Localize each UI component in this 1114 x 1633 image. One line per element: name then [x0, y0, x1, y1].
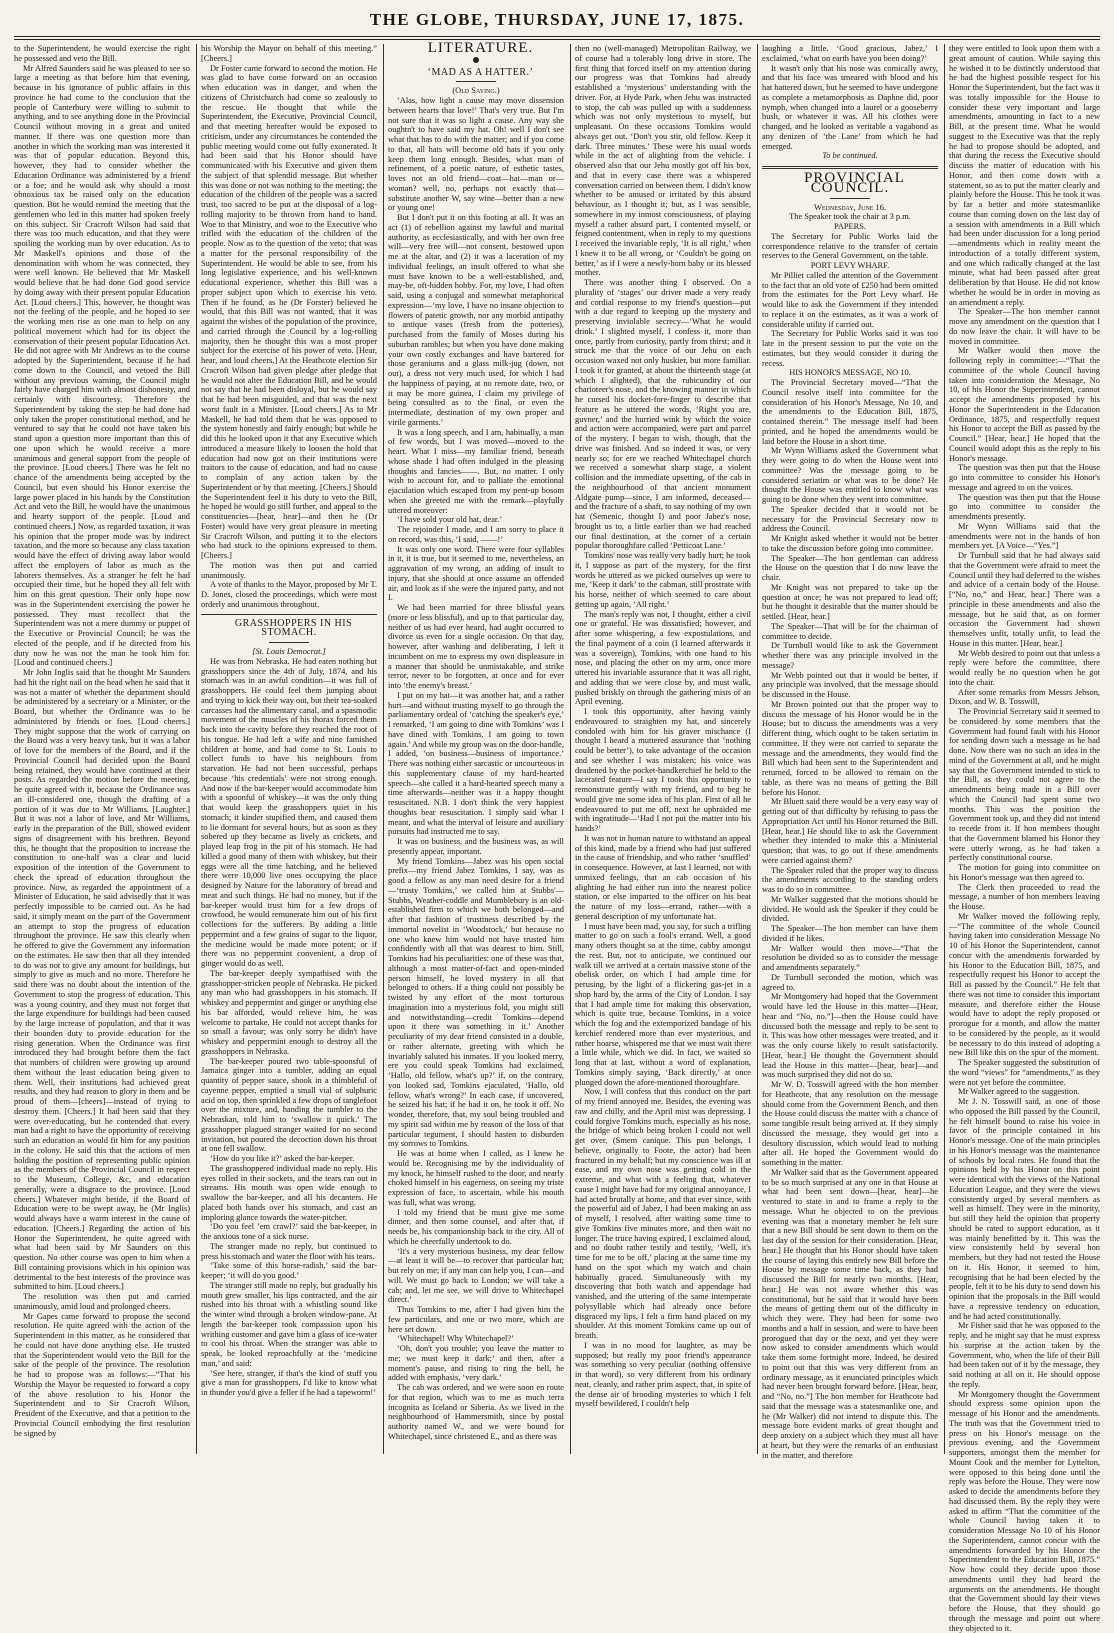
paragraph: Tomkins' nose was really very badly hurt; he took it, I suppose as part of the mystery, for the first words he uttered as we picked ourselves up were to me, ‘Keep it dark’ to the cabman, still prostrate with his horse, neither of which seemed to care about getting up again, ‘All right.’	[575, 551, 751, 610]
paragraph: Mr Webb desired to point out that unless a reply were before the committee, there would really be no question when he got into the chair.	[949, 649, 1100, 688]
paragraph: The motion was then put and carried unanimously.	[201, 561, 377, 581]
paragraph: Mr Walker agreed to the suggestion.	[949, 1087, 1100, 1097]
paragraph: Mr W. D. Tosswill agreed with the hon member for Heathcote, that any resolution on the message should come from the Government Bench, and then the House could discuss the matter with a chance of some tangible result being arrived at. If they simply discussed the message, they would get into a desultory discussion, which would lead to nothing after all. He hoped the Government would do something in the matter.	[762, 1080, 938, 1168]
title-rule	[269, 642, 309, 643]
article-title-grasshoppers: GRASSHOPPERS IN HIS STOMACH.	[201, 619, 377, 639]
paragraph: Mr Wynn Williams asked the Government what they were going to do when the House went into committee? Was the message going to be considered seriatim or what was to be done? He thought the House was entitled to know what was going to be done when they went into committee.	[762, 446, 938, 505]
paragraph: Mr John Inglis said that he thought Mr Saunders had hit the right nail on the head when he said that it was not a matter of whether the department should be administered by a secretary or a Minister, or the Board, but whether the Ordinance was to be administered by friends or foes. [Loud cheers.] They might suppose that the work of carrying on the Board was a very heavy task, but it was a labor of love for the members of the Board, and if the Provincial Council had decided upon the Board being retained, they would have continued at their posts. As regarded the motion before the meeting, he quite agreed with it, because the Ordinance was an ill-considered one, though the drafting of a portion of it was due to Mr Williams. [Laughter.] But it was not a labor of love, and Mr Williams, early in the preparation of the Bill, showed evident signs of disagreement with his brethren. Beyond this, he thought that the proposition to increase the constitution to one-half was a clear and lucid exposition of the intention of the Government to check the spread of education throughout the province. Now, as regarded the appointment of a Minister of Education, he said advisedly that it was perfectly impossible to be carried out. As he had said, it simply meant on the part of the Government an attempt to stop the progress of education throughout the province. He saw this clearly when he offered to give the Government any information on the estimates. He saw then that all they intended to do was not to give any amount for buildings, but simply to give as much and no more. Therefore he said there was no doubt about the intention of the Government to stop the progress of education. This was a young country, and they must not forget that the large expenditure for buildings had been caused by the large increase of population, and that it was their bounden duty to provide education for the rising generation. When the Ordinance was first introduced they had brought before them the fact that numbers of children were growing up around them without the least education being given to them. Well, their institutions had achieved great results, and they had reason to glory in them and be proud of them—[cheers]—instead of trying to destroy them. [Cheers.] It had been said that they were over-educating, but he contended that every man had a right to have the opportunity of receiving such an education as would fit him for any position in the colony. He said this that the actions of men holding the position of representing public opinion as the members of the Provincial Council in respect to the Museum, College, &c, and education generally, were a disgrace to the province. [Loud cheers.] Whatever might betide, if the Board of Education were to be swept away, he (Mr Inglis) would always have a warm interest in the cause of education. [Cheers.] Regarding the action of his Honor the Superintendent, he quite agreed with what had been said by Mr Saunders on this question. No other course was open to him when a Bill containing provisions which in his opinion was detrimental to the best interests of the province was submitted to him. [Loud cheers.]	[14, 668, 190, 1292]
paragraph: Mr Montgomery had hoped that the Government would have led the House in this matter—[Hear, hear and “No, no.”]—then the House could have discussed both the message and reply to be sent to it. This was how other messages were treated, and it was the only course likely to result satisfactorily. [Hear, hear.] He thought the Government should lead the House in this matter—[hear, hear]—and was much surprised they did not do so.	[762, 992, 938, 1080]
paragraph: I put on my hat—it was another hat, and a rather hurt—and without trusting myself to go through the parliamentary ordeal of ‘catching the speaker's eye,’ I remarked, ‘I am going to dine with Tomkins’ was I have dined with Tomkins, I am going to town again.’ And while my group was on the door-handle, I added, ‘on business—business of importance.’ There was nothing either sarcastic or uncourteous in this supplementary clause of my hard-hearted speech—she called it a hard-hearted speech many a time afterwards—neither was it a happy thought resuscitated. N.B. I don't think the very happiest thoughts bear resuscitation. I simply said what I meant, and what the interval of leisure and auxiliary pursuits had instructed me to say.	[388, 691, 564, 837]
column-divider	[570, 44, 571, 1454]
column-1	[14, 44, 190, 1454]
section-rule	[762, 166, 938, 169]
subhead-papers: PAPERS.	[762, 222, 938, 232]
paragraph: Mr Walker moved the following reply,—“The committee of the whole Council having taken into consideration Message No 10 of his Honor the Superintendent, cannot concur with the amendments forwarded by his Honor to the Education Bill, 1875, and respectfully request his Honor to accept the Bill as passed by the Council.” He felt that there was not time to consider this important measure, and therefore either the House would have to adopt the reply proposed or prorogue for a month, and allow the matter to be considered by the people, as it would be necessary to do this instead of adopting a new Bill like this on the spur of the moment.	[949, 912, 1100, 1058]
column-2	[201, 44, 377, 1454]
column-divider	[757, 44, 758, 1454]
paragraph: The bar-keeper poured two table-spoonsful of Jamaica ginger into a tumbler, adding an equal quantity of pepper sauce, shook in a thimbleful of cayenne pepper, emptied a small vial of sulphuric acid on top, then sprinkled a few drops of tanglefoot over the mixture, and, handing the tumbler to the Nebraskan, told him to ‘swallow it quick.’ The grasshopper plagued stranger waited for no second invitation, but poured the decoction down his throat at one fell swallow.	[201, 1057, 377, 1155]
to-be-continued: To be continued.	[762, 151, 938, 161]
paragraph: I was in no mood for laughter, as may be supposed; but really my poor friend's appearance was something so very peculiar (nothing offensive in that word), so very different from his ordinary neat, cleanly, and rather prim aspect, that, in spite of the dense air of brooding mysteries to which I felt myself bewildered, I couldn't help	[575, 1341, 751, 1409]
paragraph: I took this opportunity, after having vainly endeavoured to straighten my hat, and sincerely condoled with him for his graver mischance (I thought I heard a muttered assurance that ‘nothing could be better’), to take advantage of the occasion and see whether I was mistaken; his voice was deadened by the pocket-handkerchief he held to the lacerated feature—I say I took this opportunity to remonstrate gently with my friend, and to beg he would give me some idea of his plan. First of all he endeavoured to put me off, next he upbraided me with ingratitude—‘Had I not put the matter into his hands?’	[575, 707, 751, 834]
article-source: [St. Louis Democrat.]	[201, 647, 377, 657]
paragraph: Mr Webb pointed out that it would be better, if any principle was involved, that the message should be discussed in the House.	[762, 671, 938, 700]
paragraph: ‘Take some of this horse-radish,’ said the bar-keeper; ‘it will do you good.’	[201, 1261, 377, 1281]
section-title-provincial-council: PROVINCIAL COUNCIL.	[762, 174, 938, 194]
paragraph: Now, I will confess that this conduct on the part of my friend annoyed me. Besides, the evening was raw and chilly, and the April mist was depressing. I could forgive Tomkins much, especially as his nose, the bridge of which being broken I could not well get over, (Smem canique. This pun belongs, I believe, originally to Foote, the actor) had been fractured in my behalf; but my conscience was ill at ease, and my own nose was getting cold in the extreme, and what with a feeling that, whatever cause I might have had for my original annoyance, I had acted brutally at home, and that ever since, with the powerful aid of Jabez, I had been making an ass of myself, I resolved, after waiting some time to give Tomkins five minutes more, and then wait no longer. The truce having expired, I exclaimed aloud, and no doubt rather testily and testily, ‘Well, it's time for me to be off,’ placing at the same time my hand on the spot which my watch and chain habitually graced. Simultaneously with my discovering that both watch and appendage had vanished, and the uttering of the same intemperate polysyllable which had already once before disgraced my lips, I felt a firm hand placed on my shoulder. At this moment Tomkins came up out of breath.	[575, 1087, 751, 1341]
paragraph: There was another thing I observed. On a plurality of ‘stages’ our driver made a very ready and cordial response to my friend's question—put with a due regard to keeping up the mystery and preserving inviolable secrecy—‘What he would drink.’ I slighted myself, I confess it, more than once, partly from curiosity, partly from thirst; and it struck me that the voice of our Jehu on each occasion waxed not only huskier, but more familiar. I took it for granted, at about the thirteenth stage (at which I alighted), that the rubicundity of our charioteer's nose, and the knowing manner in which he cursed his docket-fore-finger to describe that feature as he uttered the words, ‘Right you are, guvner,’ and the hurried wink by which the voice and action were accompanied, were part and parcel of the mystery. I began to wish, though, that the drive was finished. And so indeed it was, or very nearly so; for ere we reached Whitechapel church we received a somewhat sharp stage, a violent collision and the immediate upsetting, of the cab in the neighbourhood of that ancient monument Aldgate pump—since, I am informed, deceased—and the fracture of a shaft, to say nothing of my own hat (Semenic, thought I) and poor Jabez's nose, brought us to, a little earlier than we had reached our final destination, at the corner of a certain popular thoroughfare called ‘Petticoat Lane.’	[575, 278, 751, 551]
paragraph: The bar-keeper deeply sympathised with the grasshopper-stricken people of Nebraska. He picked any man who had grasshoppers in his stomach. If whiskey and peppermint and ginger or anything else his bar afforded, would relieve him, he was welcome to partake. He could not accept thanks for so small a favour; was only sorry he didn't have whiskey and peppermint enough to destroy all the grasshoppers in Nebraska.	[201, 969, 377, 1057]
paragraph: The resolution was then put and carried unanimously, amid loud and prolonged cheers.	[14, 1292, 190, 1312]
paragraph: Mr Walker would then move—“That the resolution be divided so as to consider the message and amendments separately.”	[762, 944, 938, 973]
paragraph: The cab was ordered, and we were soon en route for that region, which was to me as much terra incognita as Iceland or Siberia. As we lived in the neighbourhood of Hammersmith, since by postal authority named W., and we were bound for Whitechapel, since christened E., and as there was	[388, 1383, 564, 1442]
paragraph: Dr Turnbull seconded the motion, which was agreed to.	[762, 973, 938, 993]
column-divider	[944, 44, 945, 1454]
paragraph: Mr J. N. Tosswill said, as one of those who opposed the Bill passed by the Council, he felt himself bound to raise his voice in favor of the principle contained in his Honor's message. One of the main principles in his Honor's message was the maintenance of schools by local rates. He found that the opinions held by his Honor on this point were identical with the views of the National Education League, and they were the views consistently urged by several members as well as himself. They were in the minority, but still they held the opinion that property should be rated to support education, as it was mainly benefitted by it. This was the view consistently held by several hon members, but they had not tested the House on it. His Honor, it seemed to him, recognising that he had been elected by the people, felt it to be his duty to send down his opinion that the proposals in the Bill would have a repressive tendency on education, and he had acted constitutionally.	[949, 1097, 1100, 1321]
paragraph: The Speaker—That will be for the chairman of committee to decide.	[762, 622, 938, 642]
paragraph: his Worship the Mayor on behalf of this meeting.” [Cheers.]	[201, 44, 377, 64]
paragraph: It was on business, and the business was, as will presently appear, important.	[388, 837, 564, 857]
column-3	[388, 44, 564, 1454]
paragraph: Mr Montgomery thought the Government should express some opinion upon the message of his Honor and the amendments. The truth was that the Government tried to press on his Honor's message on the previous evening, and the Government supporters, amongst them the member for Mount Cook and the member for Lyttelton, were opposed to this being done until the reply was before the House. They were now asked to decide the amendments before they had discussed them. By the reply they were asked to affirm “That the committee of the whole Council having taken it to consideration Message No 10 of his Honor the Superintendent, cannot concur with the amendments forwarded by his Honor the Superintendent to the Education Bill, 1875.” Now how could they decide upon those amendments until they had heard the arguments on the amendments. He thought that the Government should lay their views before the House, that they should go through the message and point out where they objected to it.	[949, 1390, 1100, 1633]
column-6	[949, 44, 1100, 1454]
paragraph: The Speaker—The hon member can have them divided if he likes.	[762, 924, 938, 944]
paragraph: A vote of thanks to the Mayor, proposed by Mr T. D. Jones, closed the proceedings, which were most orderly and unanimous throughout.	[201, 580, 377, 609]
section-title-literature: LITERATURE.	[388, 44, 564, 54]
paragraph: The Provincial Secretary moved—“That the Council resolve itself into committee for the consideration of his Honor's Message, No 10, and the amendments to the Education Bill, 1875, contained therein.” The message itself had been printed, and he hoped the amendments would be laid before the House in a short time.	[762, 378, 938, 446]
paragraph: Mr Walker would then move the following reply in committee:—“That the committee of the whole Council having taken into consideration the Message, No 10, of his Honor the Superintendent, cannot accept the amendments proposed by his Honor the Superintendent in the Education Ordinance, 1875, and respectfully request his Honor to accept the Bill as passed by the Council.” [Hear, hear.] He hoped that the Council would adopt this as the reply to his Honor's message.	[949, 346, 1100, 463]
paragraph: Dr Foster came forward to second the motion. He was glad to have come forward on an occasion when education was in danger, and when the citizens of Christchurch had come so zealously to the rescue. He thought that while the Superintendent, the Executive, Provincial Council, and that meeting hereafter would be exposed to criticism, under any circumstances he contended the public meeting would come out fully exonerated. It had been said that his Honor should have communicated with his Executive and given them the subject of that splendid message. But whether this was done or not was nothing to the meeting; the education of the children of the people was a sacred trust, too sacred to be put at the disposal of a log-rolling majority to be thrown from hand to hand. Woe to that Ministry, and woe to the Executive who trifled with the education of the children of the people. Now as to the question of the veto; that was a matter for the personal responsibility of the Superintendent. He would be able to see, from his long legislative experience, and his well-known educational experience, whether this Bill was a proper subject upon which to exercise his veto. Then if he found, as he (Dr Forster) believed he would, that this Bill was not wanted, that it was against the wishes of the population of the province, and carried through the Council by a log-rolling majority, then he thought this was a most proper subject for the exercise of his power of veto. [Hear, hear, and loud cheers.] At the Heathcote election Sir Cracroft Wilson had given pledge after pledge that he would not alter the Education Bill, and he would not say that he had been disloyal, but he would say that he had been misguided, and that was the next worst fault in a Minister. [Loud cheers.] As to Mr Maskell, he had told them that he was opposed to the system honestly and fairly enough; but while he did this he looked upon it that any Executive which introduced a measure likely to loosen the hold that education had now got on their institutions were traitors to the cause of education, and had no cause to complain of any action taken by the Superintendent or by that meeting. [Cheers.] Should the Superintendent feel it his duty to veto the Bill, he hoped he would go still further, and appeal to the constituencies—[hear, hear]—and then he (Dr Foster) would have very great pleasure in meeting Sir Cracroft Wilson, and putting it to the electors who had stuck to the opinions expressed to them. [Cheers.]	[201, 64, 377, 561]
paragraph: ‘Whitechapel! Why Whitechapel?’	[388, 1334, 564, 1344]
column-divider	[383, 44, 384, 1454]
column-5	[762, 44, 938, 1454]
paragraph: It was only one word. There were four syllables in it, it is true, but it seemed to me, nevertheless, an aggravation of my wrong, an adding of insult to injury, that she should at once assume an offended air, and look as if she were the injured party, and not I.	[388, 545, 564, 604]
paragraph: The man's reply was not, I thought, either a civil one or grateful. He was dissatisfied; however, and after some whispering, a few expostulations, and the final payment of a coin (I learned afterwards it was a sovereign), Tomkins, with one hand to his nose, and placing the other on my arm, once more uttered his invariable assurance that it was all right, and adding that we were close by, and must walk, pushed briskly on through the gathering mists of an April evening.	[575, 610, 751, 708]
paragraph: I told my friend that he must give me some dinner, and then some counsel, and after that, if needs be, his companionship back to the city. All of which he cheerfully undertook to do.	[388, 1208, 564, 1247]
paragraph: Mr Walker said that as the Government appeared to be so much surprised at any one in that House at what had been sent down—[hear, hear]—he ventured to state in and to frame a reply to the message. What he objected to on the previous evening was that a monetary member he felt sure that a new Bill should be sent down to them on the last day of the session for their consideration. [Hear, hear.] He thought that his Honor should have taken the course of laying this entirely new Bill before the House by message some time back, as they had discussed the Bill for nearly two months. [Hear, hear.] He was not aware whether this was constitutional, but he said that it would have been the means of getting them out of the difficulty in which they were. They had been for some two months and a half in session, and were to have been prorogued that day or the next, and yet they were now asked to consider amendments which would take them some fortnight more. Indeed, he desired to point out that this was very different from an ordinary message, as it enunciated principles which had never been brought forward before. [Hear, hear, and “No, no.”] The hon member for Heathcote had said that the message was a statesmanlike one, and he (Mr Walker) did not intend to dispute this. The message bore evident marks of great thought and deep anxiety on a subject which they must all have at heart, but they were the remarks of an enthusiast in the matter, and therefore	[762, 1168, 938, 1461]
paragraph: The Secretary for Public Works laid the correspondence relative to the transfer of certain reserves to the General Government, on the table.	[762, 232, 938, 261]
paragraph: We had been married for three blissful years (more or less blissful), and up to that particular day, neither of us had ever heard, had aught occurred to divorce us even for a single occasion. On that day, however, after washing and deliberating, I left it incumbent on me to express my own displeasure in a manner that should be unmistakable, and strike terror, never to be forgotten, at once and for ever into ‘the enemy's breast.’	[388, 603, 564, 691]
paragraph: then no (well-managed) Metropolitan Railway, we of course had a tolerably long drive in store. The first thing that forced itself on my attention during our progress was that Tomkins had already established a ‘mysterious’ understanding with the driver. For, at Hyde Park, when Jehu was instructed to stop, the cab was pulled up with a suddenness which was not only mysterious to myself, but unpleasant. On these occasions Tomkins would always get out. ‘Don't you stir, old fellow. Keep it dark. Three minutes.’ These were his usual words while in the act of alighting from the vehicle. I observed also that our Jehu mostly got off his box, and that in every case there was a whispered conversation carried on between them. I didn't know whether to be amused or irritated by this absurd behaviour, as I thought it; but, as I was sensible, somewhere in my inmost consciousness, of playing myself a rather absurd part, I contented myself, or feigned contentment, when in reply to my questions I received the invariable reply, ‘It is all right,’ when I knew it to be all wrong, or ‘Couldn't be going on better,’ as if I were a newly-born baby or its blessed mother.	[575, 44, 751, 278]
ornament	[388, 56, 564, 66]
paragraph: to the Superintendent, he would exercise the right he possessed and veto the Bill.	[14, 44, 190, 64]
paragraph: Mr Wynn Williams said that the amendments were not in the hands of hon members yet. [A Voice—“Yes.”]	[949, 522, 1100, 551]
paragraph: ‘Do you feel ’em crawl?’ said the bar-keeper, in the anxious tone of a sick nurse.	[201, 1222, 377, 1242]
paragraph: The Speaker suggested the substitution of the word “views” for “amendments,” as they were not yet before the committee.	[949, 1058, 1100, 1087]
paragraph: Mr Fisher said that he was opposed to the reply, and he might say that he must express his surprise at the action taken by the Government, who, when the life of their Bill had been taken out of it by the message, they said nothing at all on it. He should oppose the reply.	[949, 1321, 1100, 1389]
paragraph: He was from Nebraska. He had eaten nothing but grasshoppers since the 4th of July, 1874, and his stomach was in an awful condition—it was full of grasshoppers. He could feel them jumping about and trying to kick their way out, but their tea-soaked carcasses had the alimentary canal, and a spasmodic movement of the muscles of his thorax forced them back into the cavity before they reached the root of his tongue. He had left a wife and nine famished children at home, and had come to St. Louis to collect funds to have his neighbours from starvation. He had not been successful, perhaps because ‘his credentials’ were not strong enough. And now if the bar-keeper would accommodate him with a spoonful of whiskey—it was the only thing that would keep the grasshoppers quiet in his stomach; it kinder stupified them, and caused them to lie dormant for several hours, but as soon as they sobered up they became as lively as crickets, and played leap frog in the pit of his stomach. He had killed a good many of them with whiskey, but their eggs were all the time hatching, and he believed there were 10,000 live ones occupying the place designed by Nature for the laboratory of bread and meat and such things. He had no money, but if the bar-keeper would trust him for a few drops of crowfood, he would remunerate him out of his first collections for the sufferers. By adding a little peppermint and a few grains of sugar to the liquor, the medicine would be made more potent; or if there was no peppermint convenient, a drop of ginger would do as well.	[201, 657, 377, 969]
paragraph: Mr Knight was not prepared to take up the question at once; he was not prepared to lead off; but he thought it desirable that the matter should be settled. [Hear, hear.]	[762, 583, 938, 622]
paragraph: He was at home when I called, as I knew he would be. Recognising me by the individuality of my knock, he himself rushed to the door, and nearly choked himself in his eagerness, on seeing my triste expression of face, to ascertain, while his mouth was full, what was wrong.	[388, 1149, 564, 1208]
paragraph: The question was then put that the House go into committee to consider the amendments presently.	[949, 493, 1100, 522]
paragraph: Dr Turnbull would like to ask the Government whether there was any principle involved in the message?	[762, 641, 938, 670]
section-rule	[201, 614, 377, 615]
masthead-rule-2	[14, 39, 1100, 40]
paragraph: But I don't put it on this footing at all. It was an act (1) of rebellion against my lawful and marital authority, as ecclesiastically, and with her own free will—very free will—not consent, bestowed upon me at the altar, and (2) it was a laceration of my individual feelings, an insult offered to what she must have known to be a well-established, and, may-be, oft-hidden hobby. For, my love, I had often said, using a conjugal and somewhat metaphorical expression—‘my love, I have no insane objection to flowers of patetic growth, nor any morbid antipathy to antique vases (fresh from the potteries), purchased from the family of Moses during his suburban rambles; but when you have done making your own costly exchanges and have bartered for those geraniums and a glass milk-jug (down, not out), a dress not very much used, for which I had the happiness of paying, at no remote date, two, or it may be more guinea, I claim my privilege of being consulted as to the final, or even the intermediate, destination of my own proper and virile garments.’	[388, 213, 564, 428]
paragraph: Mr Alfred Saunders said he was pleased to see so large a meeting as that before him that evening, because in his ignorance of public affairs in this province he had come to the conclusion that the people of Canterbury were willing to submit to anything, and to see anything done in the Provincial Council without moving in a great and united manner. If there was one question more than another in which the working man was interested it was that of popular education. Beyond this, however, they had to consider whether the Education Ordinance was administered by a friend or a foe; and he would ask why should a most obnoxious tax be raised only on the education question. But he would remind the meeting that the gentlemen who led in this matter had spoken freely on this subject. Sir Cracroft Wilson had said that there was too much education, and that they were spoiling the working man by over education. As to Mr Maskell's opinions and those of the denomination with whom he was connected, they were well known. He believed that Mr Maskell would believe that he had done God good service by doing away with their present popular Education Act. [Loud cheers.] This, however, he thought was not the feeling of the people, and he hoped to see the working men rise as one man to help on any political movement which had for its object the conservation of their present popular Education Act. He did not agree with Mr Andrews as to the course adopted by the Superintendent, because if he had come down to the Council, and vetoed the Bill without any previous warning, the Council might fairly have charged him with almost dishonesty, and certainly with discourtesy. Therefore the Superintendent by taking the step he had done had only taken the proper constitutional method, and he ventured to say that he could not have taken his stand upon a question more important than this of one upon which he would receive a more unanimous and general support from the people of the province. [Loud cheers.] There was he felt no chance of the amendments being accepted by the Council, but even should his Honor exercise the large power placed in his hands by the Constitution Act and veto the Bill, he would have the unanimous and hearty support of the people. [Loud and continued cheers.] Now, as regarded taxation, it was his opinion that the proper mode was by indirect taxation, and the more so because any class taxation would have the effect of driving away labor would affect the employers of labor as much as the laborers themselves. As a stranger he felt he had occupied their time, but he hoped they all felt with him on this great question. Their only hope now was in the Superintendent exercising the power he possessed. They must recollect that the Superintendent was not a mere dummy or puppet of the Executive or Provincial Council; he was the elected of the people, and if he directed from his duty now he was not the man he took him for. [Loud and continued cheers.]	[14, 64, 190, 669]
article-title-mad-as-a-hatter: ‘MAD AS A HATTER.’	[388, 68, 564, 78]
paragraph: Thus Tomkins to me, after I had given him the few particulars, and one or two more, which are here set down.	[388, 1305, 564, 1334]
subhead-message-10: HIS HONOR'S MESSAGE, NO 10.	[762, 368, 938, 378]
title-rule	[830, 198, 870, 199]
paragraph: The Clerk then proceeded to read the message, a number of hon members leaving the House.	[949, 883, 1100, 912]
paragraph: The rejoinder I made, and I am sorry to place it on record, was this, ‘I said, ——!’	[388, 525, 564, 545]
masthead: THE GLOBE, THURSDAY, JUNE 17, 1875.	[0, 10, 1114, 30]
paragraph: The question was then put that the House go into committee to consider his Honor's message and agreed to on the voices.	[949, 463, 1100, 492]
paragraph: Mr Brown pointed out that the proper way to discuss the message of his Honor would be in the House; but to discuss the amendments was a very different thing, which ought to be taken seriatim in committee. If they were not carried to separate the message and the amendments, they would find the Bill which had been sent to the Superintendent and returned, forced to be allowed to remain on the table, as there was no means of getting the Bill before his Honor.	[762, 700, 938, 798]
title-rule	[456, 81, 496, 82]
masthead-rule	[14, 36, 1100, 37]
paragraph: The Provincial Secretary said it seemed to be considered by some members that the Government had found fault with his Honor for sending down such a message as he had done. Now there was no such an idea in the mind of the Government at all, and he might say that the Government intended to stick to the Bill, as they could not agree to the amendments being made in a Bill over which the Council had spent some two months. This was the position the Government took up, and they did not intend to recede from it. If hon members thought that the Government blamed his Honor they were utterly wrong, as he had taken a perfectly constitutional course.	[949, 707, 1100, 863]
paragraph: The grasshoppered individual made no reply. His eyes rolled in their sockets, and the tears ran out in streams. His mouth was open wide enough to swallow the bar-keeper, and all his decanters. He placed both hands over his stomach, and cast an imploring glance towards the water-pitcher.	[201, 1164, 377, 1223]
paragraph: ‘How do you like it?’ asked the bar-keeper.	[201, 1154, 377, 1164]
paragraph: Mr Pilliet called the attention of the Government to the fact that an old vote of £250 had been omitted from the estimates for the Port Levy wharf. He would like to ask the Government if they intended to replace it on the estimates, as it was a work of considerable utility if carried out.	[762, 271, 938, 330]
paragraph: ‘I have sold your old hat, dear.’	[388, 515, 564, 525]
paragraph: It wasn't only that his nose was comically awry, and that his face was smeared with blood and his hat battered down, but he seemed to have undergone as complete a metamorphosis as Daphne did, poor nymph, when changed into a laurel or a gooseberry bush, or whatever it was. All his clothes were changed, and he looked as veritable a vagabond as any denizen of ‘the Lane’ from which he had emerged.	[762, 64, 938, 152]
session-opening: The Speaker took the chair at 3 p.m.	[762, 212, 938, 222]
paragraph: Mr Walker suggested that the motions should be divided. He would ask the Speaker if they could be divided.	[762, 895, 938, 924]
paragraph: ‘Alas, how light a cause may move dissension between hearts that love!’ That's very true. But I'm not sure that it was so light a cause. Any way she oughtn't to have said my hat. Oh! well I don't see what that has to do with the matter; and if you come to that, all hats will become old hats if you only keep them long enough. Besides, what man of refinement, of a poetic nature, of esthetic tastes, loves not an old friend—coat—hat—man or—woman? well, no, perhaps not exactly that—substitute another W, say wine—better than a new or young one!	[388, 96, 564, 213]
paragraph: Mr Gapes came forward to propose the second resolution. He quite agreed with the action of the Superintendent in this matter, as he considered that he could not have done anything else. He trusted that the Superintendent would veto the Bill for the sake of the people of the province. The resolution he had to propose was as follows:—“That his Worship the Mayor be requested to forward a copy of the above resolution to his Honor the Superintendent and to Sir Cracroft Wilson, President of the Executive, and that a petition to the Provincial Council embodying the first resolution be signed by	[14, 1312, 190, 1439]
paragraph: Dr Turnbull said that he had always said that the Government were afraid to meet the Council until they had deferred to the wishes and advice of a certain body of the House. [“No, no,” and Hear, hear.] There was a principle in these amendments and also the message, but he said that, as on former occasion the Government had shown themselves unfit, totally unfit, to lead the House in this matter. [Hear, hear.]	[949, 551, 1100, 649]
paragraph: My friend Tomkins—Jabez was his open social prefix—my friend Jabez Tomkins, I say, was as good a fellow as any man need desire for a friend—‘trusty Tomkins,’ we called him at Stubbs'—Stubbs, Weather-coddle and Mumblebury is an old-established firm to which we both belonged—and after that fashion of trustiness described by the immortal novelist in ‘Woodstock,’ but because no one who knew him would not have trusted him confidently with all that was dearest to him. Still, Tomkins had his peculiarities: one of these was that, although a most matter-of-fact and open-minded person himself, he loved mystery in all that belonged to others. If a thing could not possibly be twisted by any effort of the most torturous imagination into a mysterious fold, you might still and notwithstanding—credit Tomkins—depend upon it there was something in it.’ Another peculiarity of my dear friend consisted in a double, or rather alternate, greeting with which he invariably saluted his inmates. If you looked merry, ere you could speak Tomkins had exclaimed, ‘Hallo, old fellow, what's up?’ if, on the contrary, you looked sad, Tomkins ejaculated, ‘Hallo, old fellow, what's wrong?’ In each case, if uncovered, he seized his hat; if he had it on, he took it off. No wonder, therefore, that, my soul being troubled and my spirit sad within me by reason of the loss of that particular tegument, I should hasten to disburden my sorrows to Tomkins.	[388, 857, 564, 1150]
column-4	[575, 44, 751, 1454]
paragraph: I must have been mad, you say, for such a trifling matter to go on such a fool's errand. Well, a good many others thought so at the time, cabby amongst the rest. But, not to anticipate, we continued our walk till we arrived at a certain massive stone of the obelisk order, on which I had ample time for perusing, by the light of a flickering gas-jet in a shop hard by, the arms of the City of London. I say that I had ample time for making this observation, which is quite true, because Tomkins, in a voice which the fog and the extemporized bandage of his kerchief rendered more than ever mysterious, and rather hoarse, whispered me that we must wait there a little while, which we did. In fact, we waited so long that at last, without a word of explanation, Tomkins simply saying, ‘Back directly,’ at once plunged down the afore-mentioned thoroughfare.	[575, 922, 751, 1088]
paragraph: The Speaker ruled that the proper way to discuss the amendments according to the standing orders was to do so in committee.	[762, 866, 938, 895]
paragraph: After some remarks from Messrs Jebson, Dixon, and W. B. Tosswill,	[949, 688, 1100, 708]
paragraph: ‘It's a very mysterious business, my dear fellow—at least it will be—to recover that particular hat; but rely on me; if any man can help you, I can—and will. We must go back to London; we will take a cab; and, let me see, we will drive to Whitechapel direct.’	[388, 1247, 564, 1306]
paragraph: It was a long speech, and I am, habitually, a man of few words, but I was moved—moved to the heart. What I miss—my familiar friend, beneath whose shade I had often indulged in the pleasing thoughts and fancies——. But, no matter. I only wish to account for, and to palliate the emotional ejaculation which escaped from my pent-up bosom when she greeted me with the remark—playfully uttered moreover:	[388, 428, 564, 516]
paragraph: ‘Oh, don't you trouble; you leave the matter to me; we must keep it dark;’ and then, after a moment's pause, and rising to ring the bell, he added with emphasis, ‘very dark.’	[388, 1344, 564, 1383]
session-date: Wednesday, June 16.	[762, 203, 938, 213]
paragraph: The stranger still made no reply, but gradually his mouth grew smaller, his lips contracted, and the air rushed into his throat with a whistling sound like the winter wind through a broken window-pane. At length the bar-keeper took compassion upon his writhing customer and gave him a glass of ice-water to cool his throat. When the stranger was able to speak, he looked reproachfully at the ‘medicine man,’ and said:	[201, 1281, 377, 1369]
paragraph: The Speaker—The hon gentleman can address the House on the question that I do now leave the chair.	[762, 554, 938, 583]
paragraph: The stranger made no reply, but continued to press his stomach and water the floor with his tears.	[201, 1242, 377, 1262]
column-divider	[196, 44, 197, 1454]
paragraph: Mr Knight asked whether it would not be better to take the discussion before going into committee.	[762, 534, 938, 554]
article-subtitle: (Old Saying.)	[388, 86, 564, 96]
paragraph: they were entitled to look upon them with a great amount of caution. While saying this he wished it to be distinctly understood that he had the highest possible respect for his Honor the Superintendent, but the fact was it was totally impossible for the House to consider these very important and large amendments, amounting in fact to a new Bill, at the present time. What he would suggest to the Executive was that the reply he had to propose should be adopted, and that during the recess the Executive should discuss the matter of education with his Honor, and then come down with a statement, so as to put the matter clearly and plainly before the House. This he took it was by far a better and more statesmanlike course than coming down on the last day of a session with amendments in a Bill which had been under discussion for a long period—amendments which in reality meant the introduction of a totally different system, and one which radically changed at the last minute, what had been passed after great deliberation by that House. He did not know whether he would be in order in moving as an amendment a reply.	[949, 44, 1100, 307]
paragraph: laughing a little. ‘Good gracious, Jabez,’ I exclaimed, ‘what on earth have you been doing?’	[762, 44, 938, 64]
paragraph: Mr Bluett said there would be a very easy way of getting out of that difficulty by refusing to pass the Appropriation Act until his Honor returned the Bill. [Hear, hear.] He should like to ask the Government whether they intended to make this a Ministerial question; that was, to go out if these amendments were carried against them?	[762, 797, 938, 865]
paragraph: ‘See here, stranger, if that's the kind of stuff you give a man for grasshoppers, I'd like to know what in thunder you'd give a feller if he had a tapeworm!’	[201, 1369, 377, 1398]
paragraph: The Speaker decided that it would not be necessary for the Provincial Secretary now to address the Council.	[762, 505, 938, 534]
subhead-port-levy-wharf: PORT LEVY WHARF.	[762, 261, 938, 271]
paragraph: The Speaker—The hon member cannot move any amendment on the question that I do now leave the chair. It will have to be moved in committee.	[949, 307, 1100, 346]
paragraph: The Secretary for Public Works said it was too late in the present session to put the vote on the estimates, but they would consider it during the recess.	[762, 329, 938, 368]
paragraph: It was not in human nature to withstand an appeal of this kind, made by a friend who had just suffered in the cause of friendship, and who rather ‘snuffled’ in consequence. However, at last I learned, not with unmixed feelings, that an cab occasion of his alighting he had either run into the nearest police station, or else imparted to the officer on his beat the nature of my loss—errand, rather—with a general description of my unfortunate hat.	[575, 834, 751, 922]
ornament-dot	[473, 57, 479, 63]
paragraph: The motion for going into committee on his Honor's message was then agreed to.	[949, 863, 1100, 883]
